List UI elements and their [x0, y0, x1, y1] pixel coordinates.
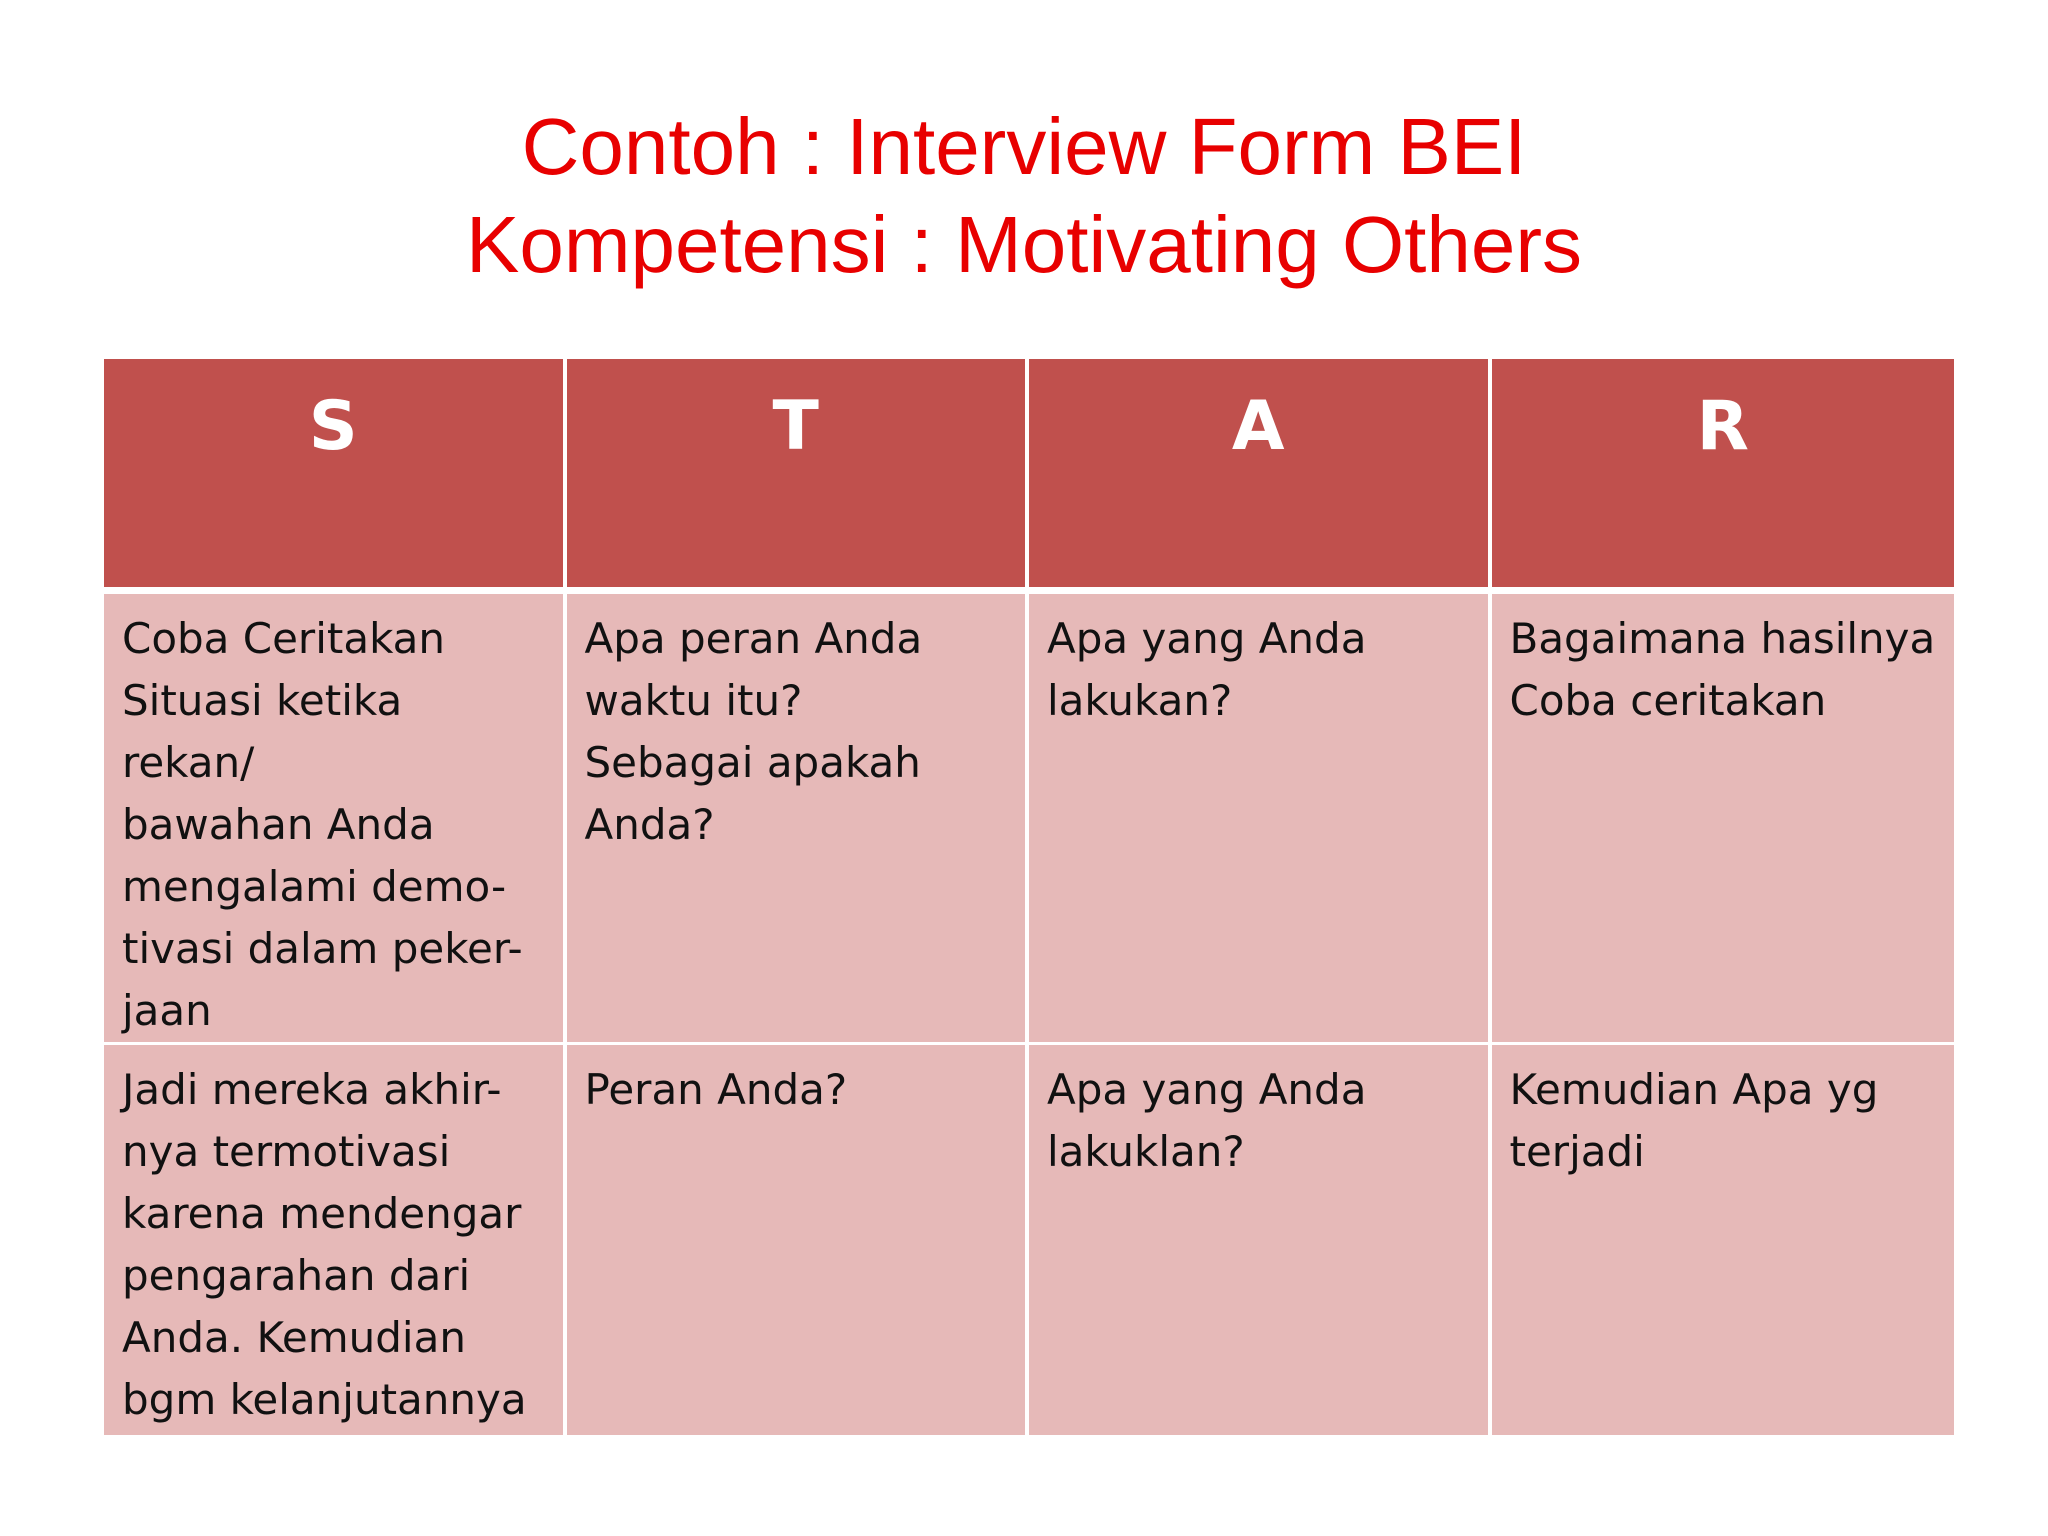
header-s: S — [104, 359, 567, 594]
slide-title — [0, 98, 2048, 294]
table-cell: Apa yang Anda lakuklan? — [1029, 1045, 1492, 1435]
table-cell: Apa yang Anda lakukan? — [1029, 594, 1492, 1045]
title-line-1: Contoh : Interview Form BEI — [521, 102, 1527, 191]
table-cell: Apa peran Anda waktu itu? Sebagai apakah Anda? — [567, 594, 1030, 1045]
star-table — [104, 359, 1954, 1435]
table-row — [104, 1045, 1954, 1435]
table-cell: Peran Anda? — [567, 1045, 1030, 1435]
header-t: T — [567, 359, 1030, 594]
title-line-2: Kompetensi : Motivating Others — [465, 200, 1583, 289]
table-cell: Kemudian Apa yg terjadi — [1492, 1045, 1955, 1435]
header-r: R — [1492, 359, 1955, 594]
table-header-row — [104, 359, 1954, 594]
table-row — [104, 594, 1954, 1045]
table-cell: Coba Ceritakan Situasi ketika rekan/ bawahan Anda mengalami demo- tivasi dalam peker- jaan — [104, 594, 567, 1045]
table-cell: Jadi mereka akhir- nya termotivasi karena mendengar pengarahan dari Anda. Kemudian bgm kelanjutannya — [104, 1045, 567, 1435]
table-cell: Bagaimana hasilnya Coba ceritakan — [1492, 594, 1955, 1045]
header-a: A — [1029, 359, 1492, 594]
